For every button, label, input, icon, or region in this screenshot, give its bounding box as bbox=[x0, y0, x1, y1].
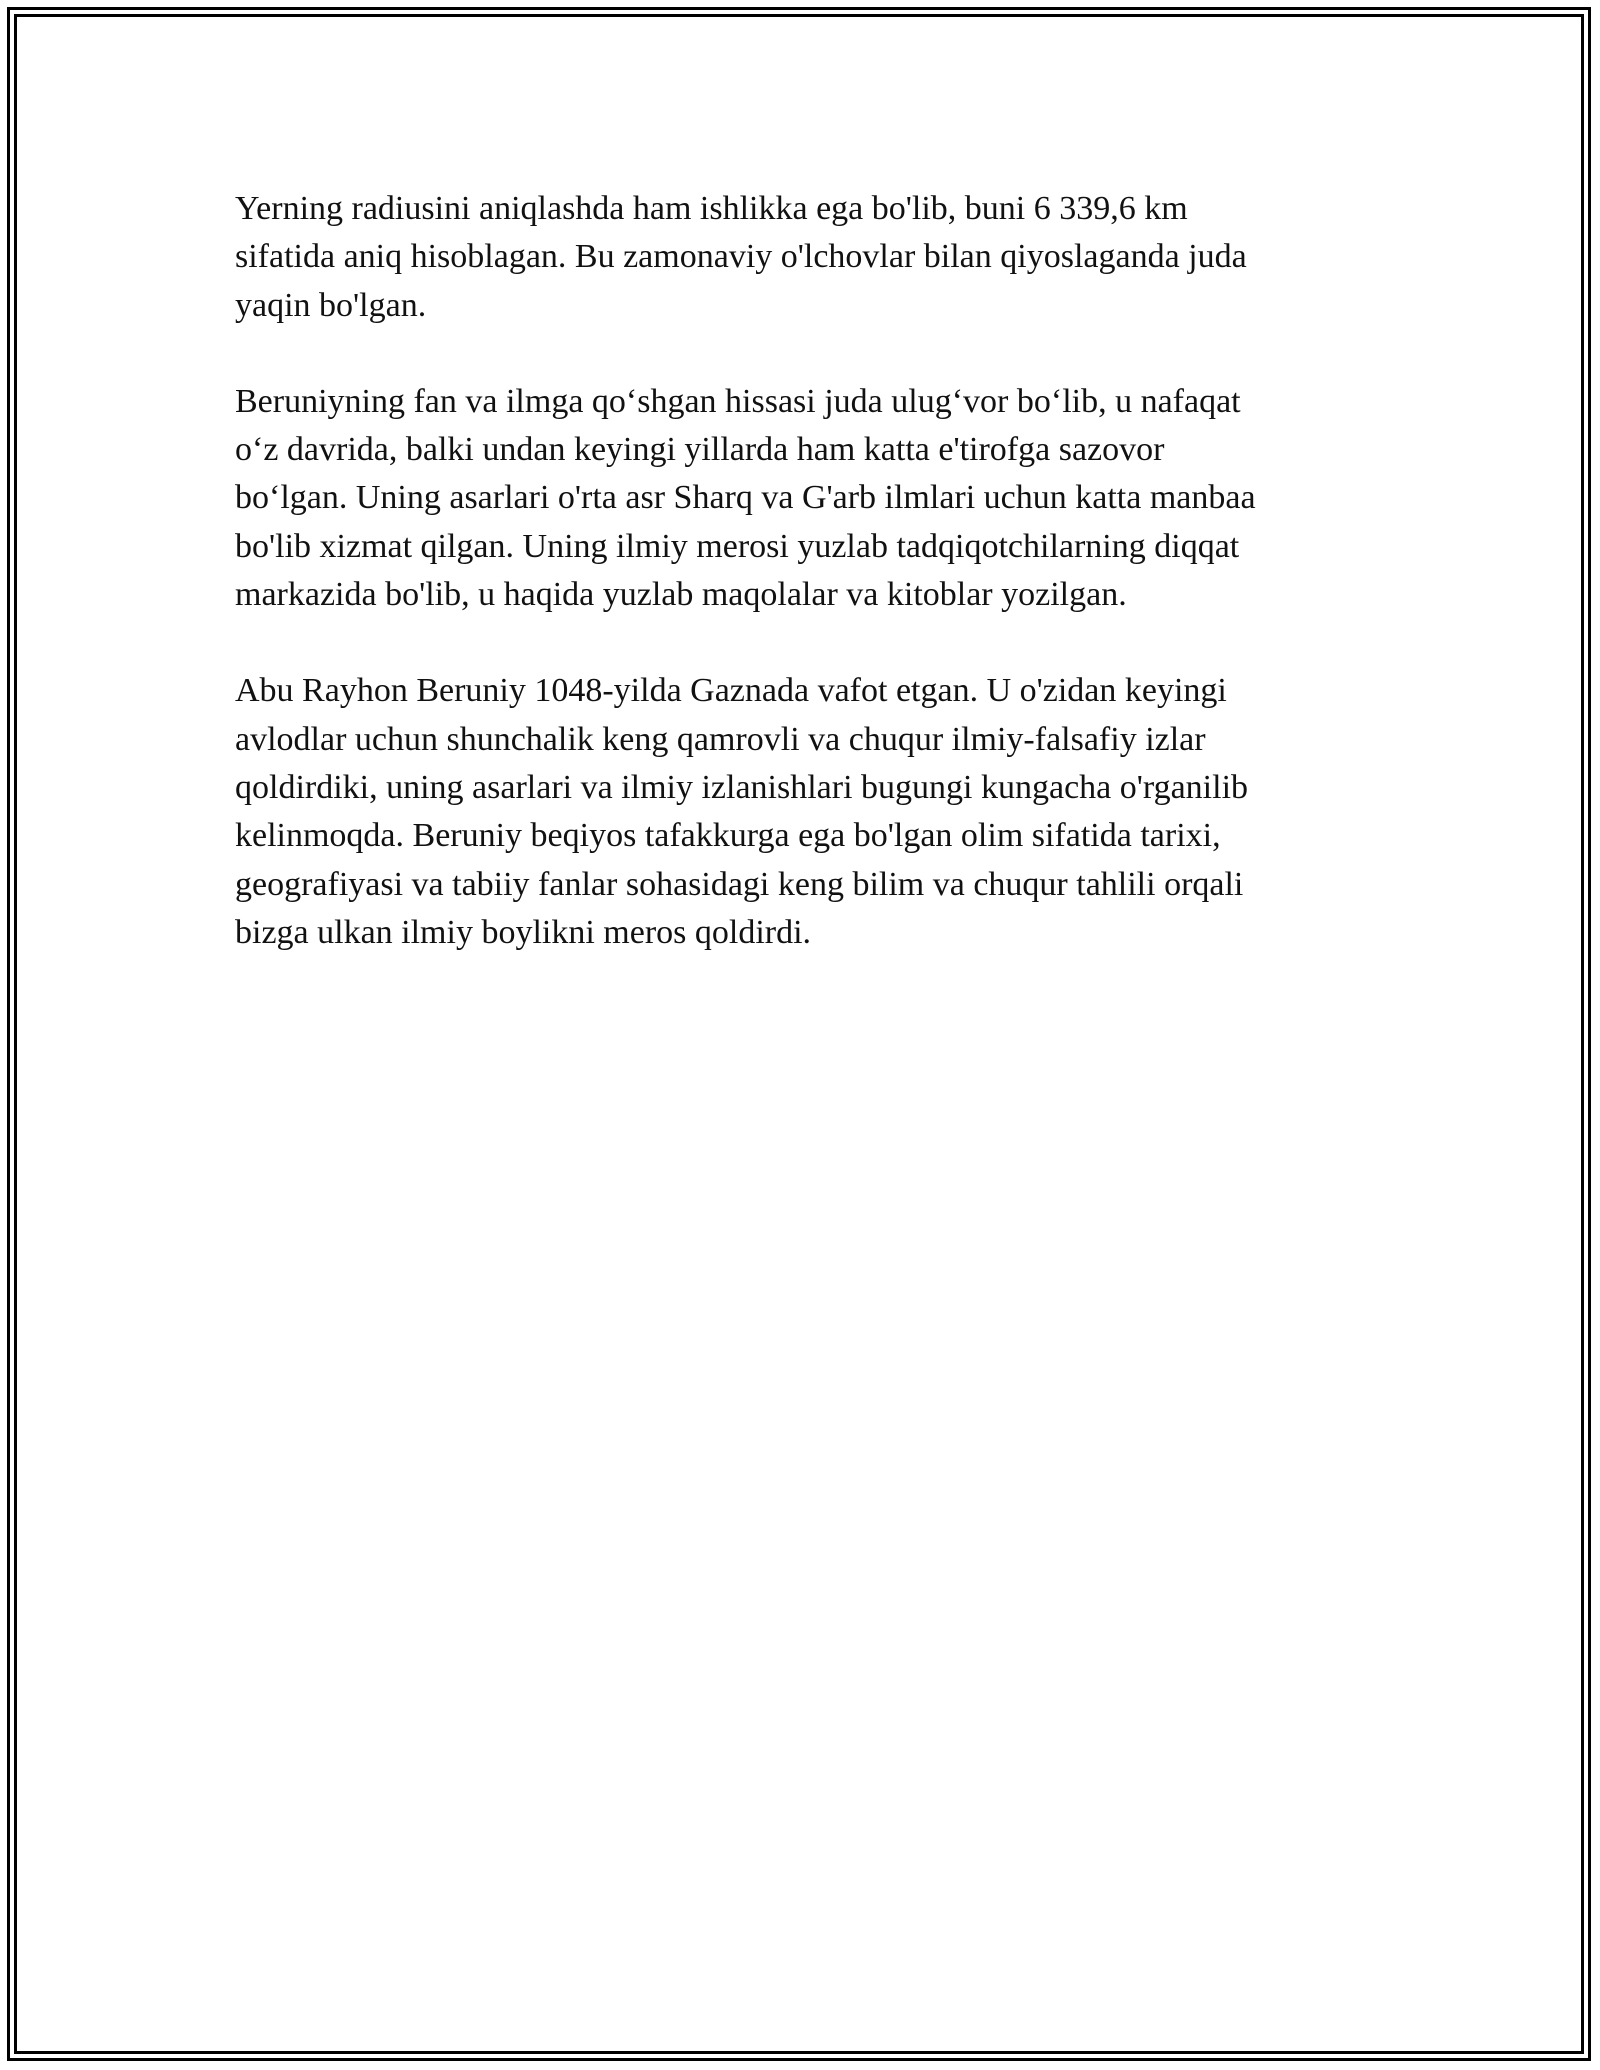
text-line: o‘z davrida, balki undan keyingi yillarda ham katta e'tirofga sazovor bbox=[235, 431, 1165, 469]
text-line: Yerning radiusini aniqlashda ham ishlikka ega bo'lib, buni 6 339,6 km bbox=[235, 190, 1188, 227]
text-line: qoldirdiki, uning asarlari va ilmiy izlanishlari bugungi kungacha o'rganilib bbox=[235, 768, 1249, 806]
text-line: Beruniyning fan va ilmga qo‘shgan hissasi juda ulug‘vor bo‘lib, u nafaqat bbox=[235, 382, 1241, 420]
text-line: kelinmoqda. Beruniy beqiyos tafakkurga ega bo'lgan olim sifatida tarixi, bbox=[235, 817, 1221, 855]
text-line: bo‘lgan. Uning asarlari o'rta asr Sharq va G'arb ilmlari uchun katta manbaa bbox=[235, 479, 1256, 517]
paragraph-radius bbox=[235, 185, 1365, 330]
text-line: sifatida aniq hisoblagan. Bu zamonaviy o'lchovlar bilan qiyoslaganda juda bbox=[235, 238, 1247, 276]
text-line: bo'lib xizmat qilgan. Uning ilmiy merosi yuzlab tadqiqotchilarning diqqat bbox=[235, 527, 1240, 565]
text-line: avlodlar uchun shunchalik keng qamrovli va chuqur ilmiy-falsafiy izlar bbox=[235, 720, 1206, 758]
text-line: bizga ulkan ilmiy boylikni meros qoldirdi. bbox=[235, 913, 812, 951]
paragraph-contribution bbox=[235, 378, 1365, 619]
text-line: markazida bo'lib, u haqida yuzlab maqolalar va kitoblar yozilgan. bbox=[235, 576, 1127, 614]
paragraph-legacy bbox=[235, 667, 1365, 957]
text-line: Abu Rayhon Beruniy 1048-yilda Gaznada vafot etgan. U o'zidan keyingi bbox=[235, 672, 1227, 710]
document-body bbox=[235, 185, 1365, 1005]
text-line: yaqin bo'lgan. bbox=[235, 286, 427, 324]
text-line: geografiyasi va tabiiy fanlar sohasidagi keng bilim va chuqur tahlili orqali bbox=[235, 865, 1244, 903]
